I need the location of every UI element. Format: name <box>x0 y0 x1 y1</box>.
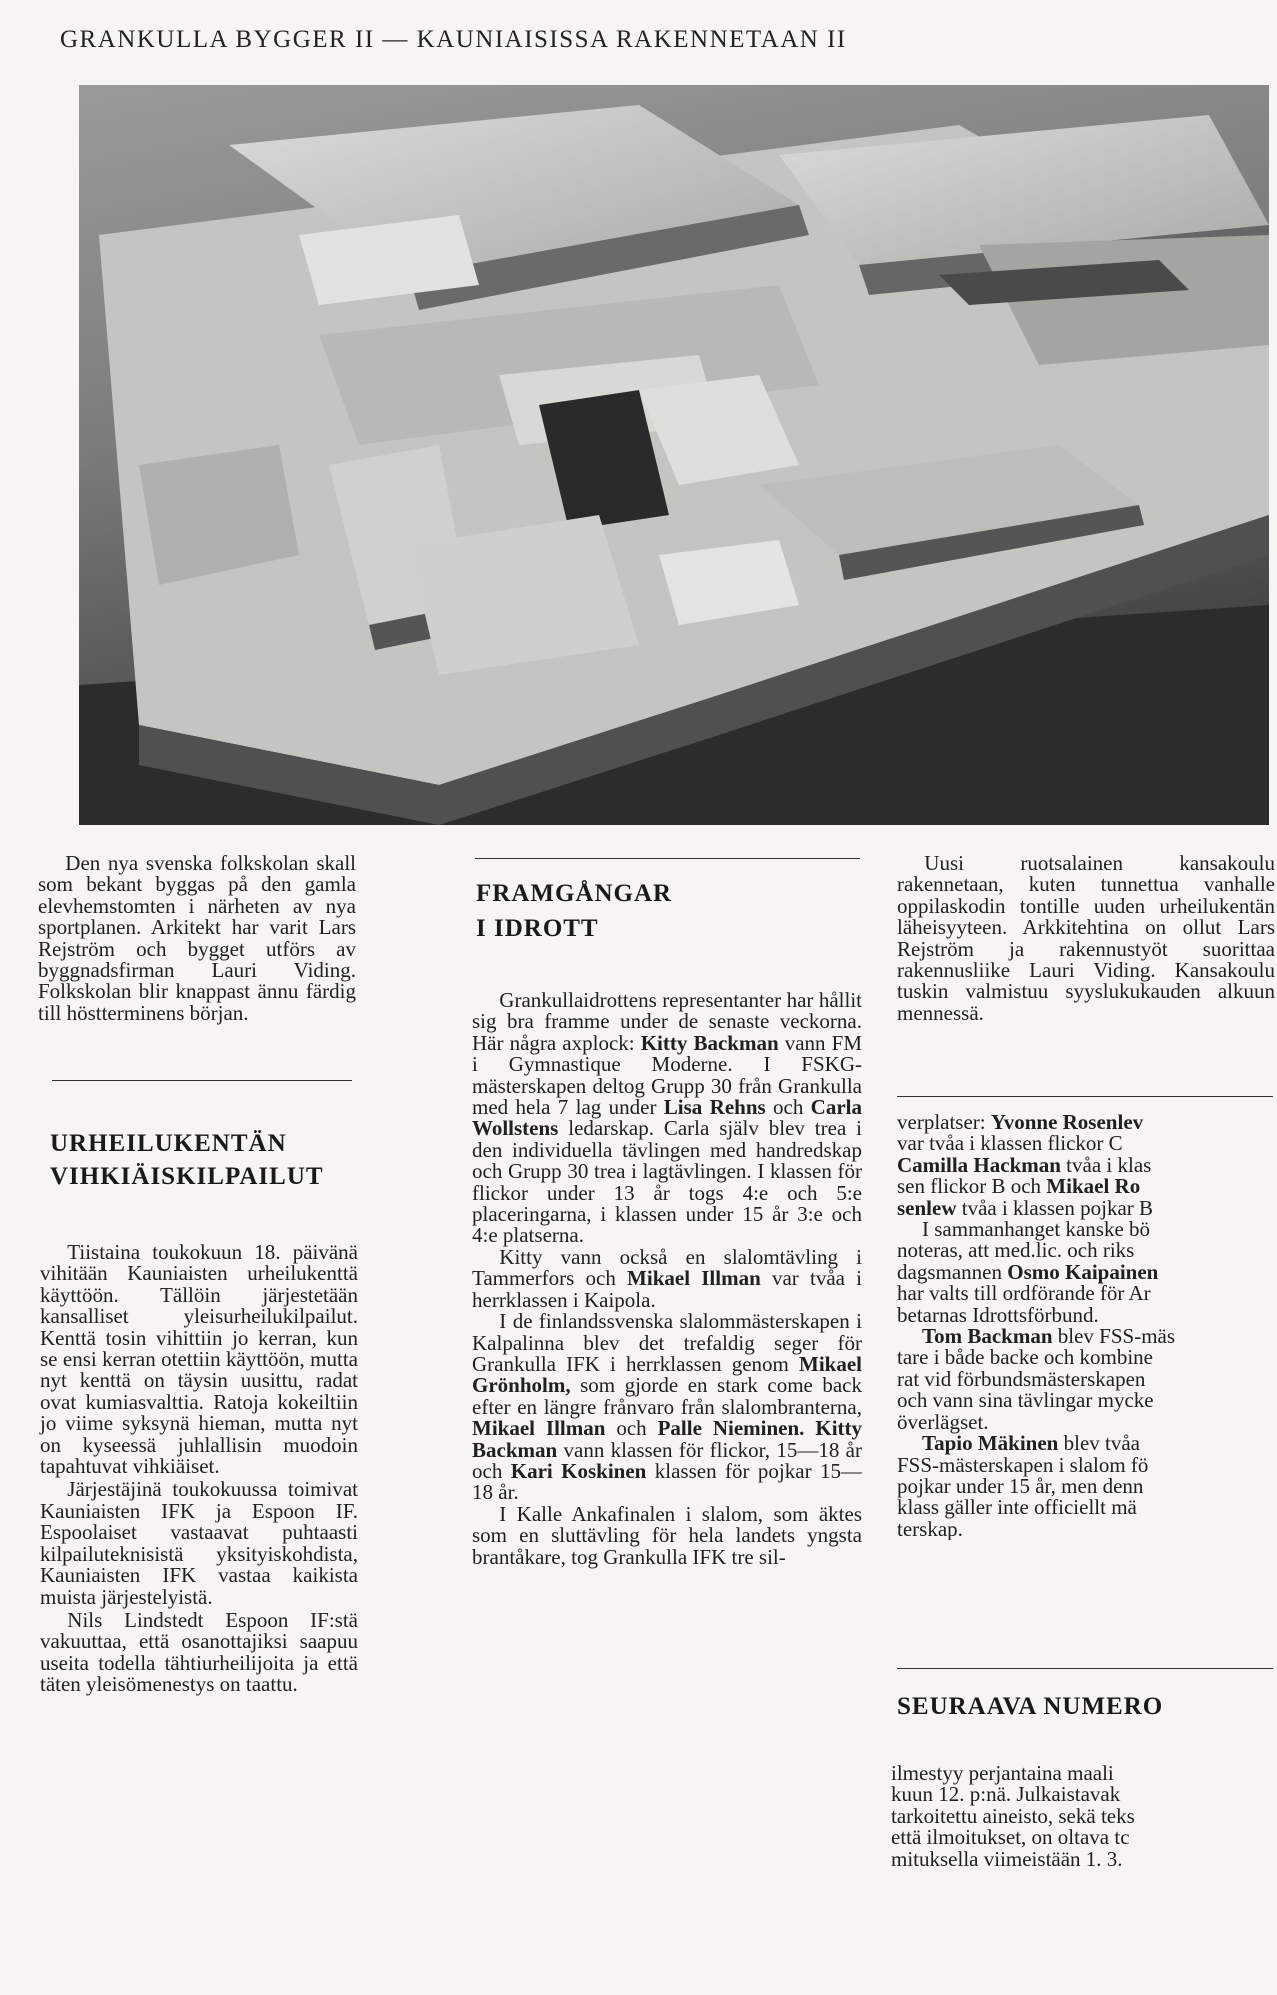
text-line: Tapio Mäkinen blev tvåa <box>922 1431 1140 1456</box>
text-line: verplatser: Yvonne Rosenlev <box>897 1112 1144 1134</box>
text-line: överlägset. <box>897 1409 989 1434</box>
text-line: och vann sina tävlingar mycke <box>897 1388 1154 1413</box>
text-line: Tom Backman blev FSS-mäs <box>922 1324 1176 1349</box>
middle-article-paragraph: I Kalle Ankafinalen i slalom, som äktes som en sluttävling för hela landets yngsta brantåkare, tog Grankulla IFK tre sil- <box>472 1501 862 1569</box>
architectural-model-illustration <box>79 85 1269 825</box>
person-name: Mikael Illman <box>627 1266 761 1291</box>
left-article-body <box>40 1242 358 1696</box>
text-line: sen flickor B och Mikael Ro <box>897 1174 1141 1199</box>
right-notice-paragraph: Uusi ruotsalainen kansakoulu rakennetaan, kuten tunnettua vanhalle oppilaskodin tontille uuden urheilukentän läheisyyteen. Arkkitehtina on ollut Lars Rejström ja rakennustyöt suorittaa rakennusliike Lauri Viding. Kansakoulu tuskin valmistuu syyslukukauden alkuun mennessä. <box>897 851 1275 1025</box>
person-name: Mikael Ro <box>1046 1174 1141 1199</box>
person-name: Lisa Rehns <box>663 1095 766 1120</box>
text-line: senlew tvåa i klassen pojkar B <box>897 1195 1154 1220</box>
text-line: että ilmoitukset, on oltava tc <box>891 1825 1130 1850</box>
left-article-paragraph: Järjestäjinä toukokuussa toimivat Kauniaisten IFK ja Espoon IF. Espoolaiset vastaavat puhtaasti kilpailuteknisistä yksityiskohdista, Kauniaisten IFK vastaa kaikista muista järjestelyistä. <box>40 1477 358 1609</box>
person-name: Mikael Illman <box>472 1416 606 1441</box>
page-masthead: GRANKULLA BYGGER II — KAUNIAISISSA RAKENNETAAN II <box>60 26 847 53</box>
left-article-heading-line1: URHEILUKENTÄN <box>50 1130 287 1157</box>
school-model-photo <box>79 85 1269 825</box>
person-name: Kitty Backman <box>640 1030 779 1055</box>
left-column-divider <box>52 1080 352 1081</box>
text-line: FSS-mästerskapen i slalom fö <box>897 1452 1149 1477</box>
person-name: Osmo Kaipainen <box>1007 1259 1159 1284</box>
person-name: senlew <box>897 1195 957 1220</box>
person-name: Carla Wollstens <box>472 1095 862 1141</box>
left-article-heading-line2: VIHKIÄISKILPAILUT <box>50 1163 324 1190</box>
text-line: tare i både backe och kombine <box>897 1345 1153 1370</box>
text-line: betarnas Idrottsförbund. <box>897 1302 1099 1327</box>
middle-article-paragraph: Kitty vann också en slalomtävling i Tammerfors och Mikael Illman var tvåa i herrklassen i Kaipola. <box>472 1244 862 1312</box>
person-name: Kari Koskinen <box>510 1458 647 1483</box>
person-name: Yvonne Rosenlev <box>990 1112 1144 1134</box>
middle-article-heading-line2: I IDROTT <box>476 915 599 942</box>
middle-article-paragraph: Grankullaidrottens representanter har hållit sig bra framme under de senaste veckorna. Här några axplock: Kitty Backman vann FM i Gymnastique Moderne. I FSKG-mästerskapen deltog Grupp 30 från Grankulla med hela 7 lag under Lisa Rehns och Carla Wollstens ledarskap. Carla själv blev trea i den individuella tävlingen med handredskap och Grupp 30 trea i lagtävlingen. I klassen för flickor under 13 år togs 4:e och 5:e placeringarna, i klassen under 15 år 3:e och 4:e platserna. <box>472 988 862 1248</box>
text-line: terskap. <box>897 1516 963 1541</box>
next-issue-notice <box>891 1763 1275 1870</box>
text-line: mituksella viimeistään 1. 3. <box>891 1846 1123 1871</box>
text-line: var tvåa i klassen flickor C <box>897 1131 1123 1156</box>
text-line: klass gäller inte officiellt mä <box>897 1495 1137 1520</box>
text-line: kuun 12. p:nä. Julkaistavak <box>891 1782 1121 1807</box>
text-line: dagsmannen Osmo Kaipainen <box>897 1259 1159 1284</box>
right-column-divider-2 <box>897 1668 1273 1669</box>
middle-article-body <box>472 990 862 1568</box>
text-line: noteras, att med.lic. och riks <box>897 1238 1135 1263</box>
middle-article-heading-line1: FRAMGÅNGAR <box>476 880 673 907</box>
person-name: Palle Nieminen. <box>657 1416 805 1441</box>
middle-article-paragraph: I de finlandssvenska slalommästerskapen i Kalpalinna blev det trefaldig seger för Grankulla IFK i herrklassen genom Mikael Grönholm, som gjorde en stark come back efter en längre frånvaro från slalombranterna, Mikael Illman och Palle Nieminen. Kitty Backman vann klassen för flickor, 15—18 år och Kari Koskinen klassen för pojkar 15—18 år. <box>472 1309 863 1505</box>
left-column-caption <box>38 853 356 1024</box>
left-article-paragraph: Tiistaina toukokuun 18. päivänä vihitään Kauniaisten urheilukenttä käyttöön. Tällöin järjestetään kansalliset yleisurheilukilpailut. Kenttä tosin vihittiin jo kerran, kun se ensi kerran otettiin käyttöön, mutta nyt kenttä on täysin uusittu, radat ovat kumiasvalttia. Ratoja kokeiltiin jo viime syksynä hieman, mutta nyt on kyseessä juhlallisin muodoin tapahtuvat vihkiäiset. <box>40 1240 358 1479</box>
text-line: har valts till ordförande för Ar <box>897 1281 1151 1306</box>
right-column-divider <box>897 1096 1273 1097</box>
right-column-notice <box>897 853 1275 1024</box>
person-name: Tom Backman <box>922 1324 1053 1349</box>
text-line: rat vid förbundsmästerskapen <box>897 1366 1146 1391</box>
text-line: I sammanhanget kanske bö <box>922 1217 1151 1242</box>
left-article-paragraph: Nils Lindstedt Espoon IF:stä vakuuttaa, että osanottajiksi saapuu useita todella tähtiurheilijoita ja että täten yleisömenestys on taattu. <box>40 1607 358 1697</box>
text-line: ilmestyy perjantaina maali <box>891 1763 1114 1785</box>
person-name: Kitty Backman <box>472 1416 863 1462</box>
next-issue-heading: SEURAAVA NUMERO <box>897 1693 1164 1720</box>
person-name: Tapio Mäkinen <box>922 1431 1059 1456</box>
text-line: Camilla Hackman tvåa i klas <box>897 1152 1152 1177</box>
middle-column-top-rule <box>475 858 860 859</box>
photo-caption-text: Den nya svenska folkskolan skall som bekant byggas på den gamla elevhemstomten i närheten av nya sportplanen. Arkitekt har varit Lars Rejström och bygget utförs av byggnadsfirman Lauri Viding. Folkskolan blir knappast ännu färdig till höstterminens början. <box>38 851 356 1025</box>
person-name: Camilla Hackman <box>897 1152 1061 1177</box>
text-line: tarkoitettu aineisto, sekä teks <box>891 1803 1135 1828</box>
right-article-continuation <box>897 1112 1275 1540</box>
person-name: Mikael Grönholm, <box>472 1351 862 1398</box>
text-line: pojkar under 15 år, men denn <box>897 1473 1144 1498</box>
